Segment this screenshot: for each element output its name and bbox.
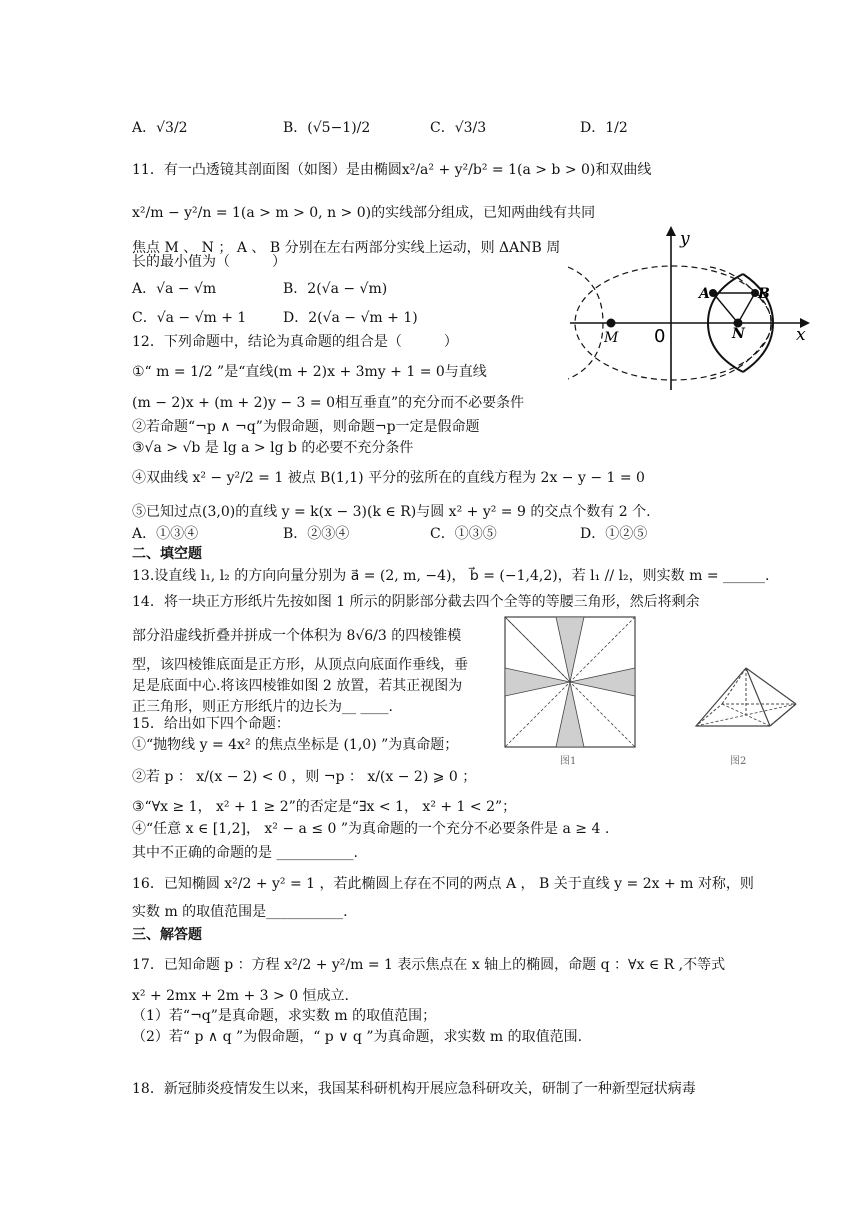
label-origin: 0 xyxy=(654,326,666,347)
q11-line-2: x²/m − y²/n = 1(a > m > 0, n > 0)的实线部分组成，已知两曲线有共同 xyxy=(132,205,596,221)
label-n: N xyxy=(732,326,745,342)
figure-1-caption: 图1 xyxy=(560,756,577,767)
q14-line-5: 正三角形，则正方形纸片的边长为__ ____. xyxy=(132,699,393,715)
q11-option-d: D．2(√a − √m + 1) xyxy=(283,310,418,326)
q14-line-1: 14．将一块正方形纸片先按如图 1 所示的阴影部分截去四个全等的等腰三角形，然后将剩余 xyxy=(132,594,700,610)
q10-option-c: C．√3/3 xyxy=(430,120,487,136)
q15-statement-3: ③“∀x ≥ 1， x² + 1 ≥ 2”的否定是“∃x < 1， x² + 1 < 2”； xyxy=(132,799,517,815)
q15-statement-2: ②若 p ： x/(x − 2) < 0 ，则 ¬p ： x/(x − 2) ⩾ 0 ； xyxy=(132,769,477,785)
label-b: B xyxy=(758,286,770,302)
figure-2-caption: 图2 xyxy=(730,756,747,767)
q10-option-a: A．√3/2 xyxy=(132,120,188,136)
q12-option-c: C．①③⑤ xyxy=(430,526,497,542)
q12-statement-2: ②若命题“¬p ∧ ¬q”为假命题，则命题¬p一定是假命题 xyxy=(132,419,480,435)
q13-text: 13.设直线 l₁, l₂ 的方向向量分别为 a⃗ = (2, m, −4)， b⃗ = (−1,4,2)，若 l₁ // l₂，则实数 m = ______. xyxy=(132,568,770,584)
q14-line-3: 型，该四棱锥底面是正方形，从顶点向底面作垂线，垂 xyxy=(132,657,468,673)
point-m xyxy=(607,319,616,328)
q15-statement-1: ①“抛物线 y = 4x² 的焦点坐标是 (1,0) ”为真命题； xyxy=(132,737,459,753)
q12-statement-3: ③√a > √b 是 lg a > lg b 的必要不充分条件 xyxy=(132,440,414,456)
q18-text: 18．新冠肺炎疫情发生以来，我国某科研机构开展应急科研攻关，研制了一种新型冠状病毒 xyxy=(132,1081,696,1097)
section-fill-in-heading: 二、填空题 xyxy=(132,546,202,562)
label-y: y xyxy=(680,229,690,249)
label-x: x xyxy=(796,325,806,345)
q17-line-3: （1）若“¬q”是真命题，求实数 m 的取值范围； xyxy=(132,1008,437,1024)
q10-option-b: B．(√5−1)/2 xyxy=(283,120,371,136)
pyramid-figure xyxy=(690,664,802,746)
q11-line-4: 长的最小值为（ ） xyxy=(132,254,286,270)
q12-statement-4: ④双曲线 x² − y²/2 = 1 被点 B(1,1) 平分的弦所在的直线方程为 2x − y − 1 = 0 xyxy=(132,470,645,486)
q16-line-1: 16．已知椭圆 x²/2 + y² = 1 ，若此椭圆上存在不同的两点 A ， B 关于直线 y = 2x + m 对称，则 xyxy=(132,876,754,892)
segment-bn xyxy=(738,293,755,323)
q11-option-b: B．2(√a − √m) xyxy=(283,281,388,297)
q12-statement-1b: (m − 2)x + (m + 2)y − 3 = 0相互垂直”的充分而不必要条件 xyxy=(132,395,525,411)
lens-figure xyxy=(568,222,813,392)
q17-line-4: （2）若“ p ∧ q ”为假命题，“ p ∨ q ”为真命题，求实数 m 的取值范围. xyxy=(132,1029,583,1045)
q10-option-d: D．1/2 xyxy=(580,120,628,136)
q11-line-1: 11．有一凸透镜其剖面图（如图）是由椭圆x²/a² + y²/b² = 1(a > b > 0)和双曲线 xyxy=(132,162,652,178)
q15-tail: 其中不正确的命题的是 ___________. xyxy=(132,845,358,861)
q12-option-b: B．②③④ xyxy=(283,526,350,542)
q14-line-2: 部分沿虚线折叠并拼成一个体积为 8√6/3 的四棱锥模 xyxy=(132,628,462,644)
q15-head: 15．给出如下四个命题： xyxy=(132,716,290,732)
q11-option-c: C．√a − √m + 1 xyxy=(132,310,247,326)
q11-line-3: 焦点 M 、 N ； A 、 B 分别在左右两部分实线上运动，则 ΔANB 周 xyxy=(132,240,561,256)
square-paper-figure xyxy=(504,616,636,748)
point-a xyxy=(709,289,717,297)
q12-statement-1a: ①“ m = 1/2 ”是“直线(m + 2)x + 3my + 1 = 0与直线 xyxy=(132,364,487,380)
q12-option-d: D．①②⑤ xyxy=(580,526,648,542)
q12-head: 12．下列命题中，结论为真命题的组合是（ ） xyxy=(132,334,458,350)
label-a: A xyxy=(699,286,710,302)
q16-line-2: 实数 m 的取值范围是___________. xyxy=(132,904,348,920)
q12-statement-5: ⑤已知过点(3,0)的直线 y = k(x − 3)(k ∈ R)与圆 x² + y² = 9 的交点个数有 2 个. xyxy=(132,504,651,520)
section-solutions-heading: 三、解答题 xyxy=(132,927,202,943)
q17-line-1: 17．已知命题 p ：方程 x²/2 + y²/m = 1 表示焦点在 x 轴上的椭圆，命题 q ：∀x ∈ R ,不等式 xyxy=(132,957,726,973)
q17-line-2: x² + 2mx + 2m + 3 > 0 恒成立. xyxy=(132,988,350,1004)
q11-option-a: A．√a − √m xyxy=(132,281,217,297)
y-axis-arrow xyxy=(666,226,676,236)
q14-line-4: 足是底面中心.将该四棱锥如图 2 放置，若其正视图为 xyxy=(132,678,463,694)
q12-option-a: A．①③④ xyxy=(132,526,199,542)
label-m: M xyxy=(604,330,619,346)
q15-statement-4: ④“任意 x ∈ [1,2]， x² − a ≤ 0 ”为真命题的一个充分不必要条件是 a ≥ 4 . xyxy=(132,821,610,837)
segment-an xyxy=(713,293,738,323)
